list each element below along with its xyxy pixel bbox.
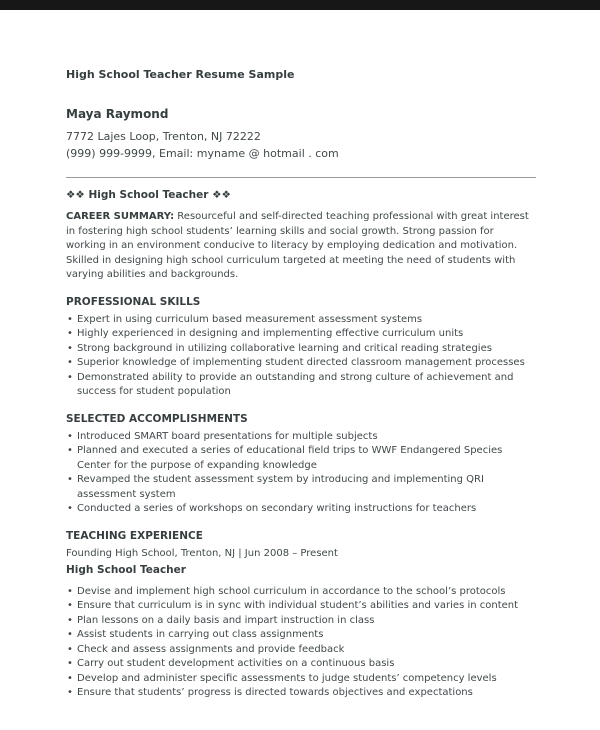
professional-skills-list	[66, 313, 536, 400]
list-item: • Plan lessons on a daily basis and impart instruction in class	[66, 614, 536, 629]
section-divider	[66, 177, 536, 178]
list-item: • Carry out student development activities on a continuous basis	[66, 657, 536, 672]
top-border	[0, 0, 600, 10]
section-heading-selected-accomplishments: SELECTED ACCOMPLISHMENTS	[66, 412, 248, 425]
list-item: • Assist students in carrying out class assignments	[66, 628, 536, 643]
candidate-phone-email: (999) 999-9999, Email: myname @ hotmail . com	[66, 147, 339, 160]
job-title-banner: ❖❖ High School Teacher ❖❖	[66, 189, 231, 201]
document-title: High School Teacher Resume Sample	[66, 68, 295, 81]
list-item: • Strong background in utilizing collaborative learning and critical reading strategies	[66, 342, 536, 357]
section-heading-teaching-experience: TEACHING EXPERIENCE	[66, 529, 203, 542]
candidate-address: 7772 Lajes Loop, Trenton, NJ 72222	[66, 130, 261, 143]
list-item: • Develop and administer specific assessments to judge students’ competency levels	[66, 672, 536, 687]
list-item: • Conducted a series of workshops on secondary writing instructions for teachers	[66, 502, 536, 517]
list-item: • Revamped the student assessment system by introducing and implementing QRI assessment system	[66, 473, 536, 502]
candidate-name: Maya Raymond	[66, 107, 169, 121]
role-title: High School Teacher	[66, 563, 186, 576]
accomplishments-list	[66, 430, 536, 517]
list-item: • Introduced SMART board presentations for multiple subjects	[66, 430, 536, 445]
resume-content	[0, 10, 600, 701]
list-item: • Planned and executed a series of educational field trips to WWF Endangered Species Center for the purpose of expanding knowledge	[66, 444, 536, 473]
contact-header	[66, 107, 536, 162]
list-item: • Devise and implement high school curriculum in accordance to the school’s protocols	[66, 585, 536, 600]
career-summary	[66, 210, 536, 283]
section-heading-professional-skills: PROFESSIONAL SKILLS	[66, 295, 201, 308]
list-item: • Ensure that students’ progress is directed towards objectives and expectations	[66, 686, 536, 701]
career-summary-label: CAREER SUMMARY:	[66, 211, 175, 222]
list-item: • Superior knowledge of implementing student directed classroom management processes	[66, 356, 536, 371]
list-item: • Check and assess assignments and provide feedback	[66, 643, 536, 658]
list-item: • Ensure that curriculum is in sync with individual student’s abilities and varies in content	[66, 599, 536, 614]
list-item: • Expert in using curriculum based measurement assessment systems	[66, 313, 536, 328]
career-summary-text: Resourceful and self-directed teaching professional with great interest in fostering high school students’ learning skills and social growth. Strong passion for working in an environment conducive to literacy by employing dedication and motivation. Skilled in designing high school curriculum targeted at meeting the need of students with varying abilities and backgrounds.	[66, 211, 529, 280]
list-item: • Highly experienced in designing and implementing effective curriculum units	[66, 327, 536, 342]
employer-line: Founding High School, Trenton, NJ | Jun 2008 – Present	[66, 547, 338, 559]
list-item: • Demonstrated ability to provide an outstanding and strong culture of achievement and success for student population	[66, 371, 536, 400]
experience-duties-list	[66, 585, 536, 701]
